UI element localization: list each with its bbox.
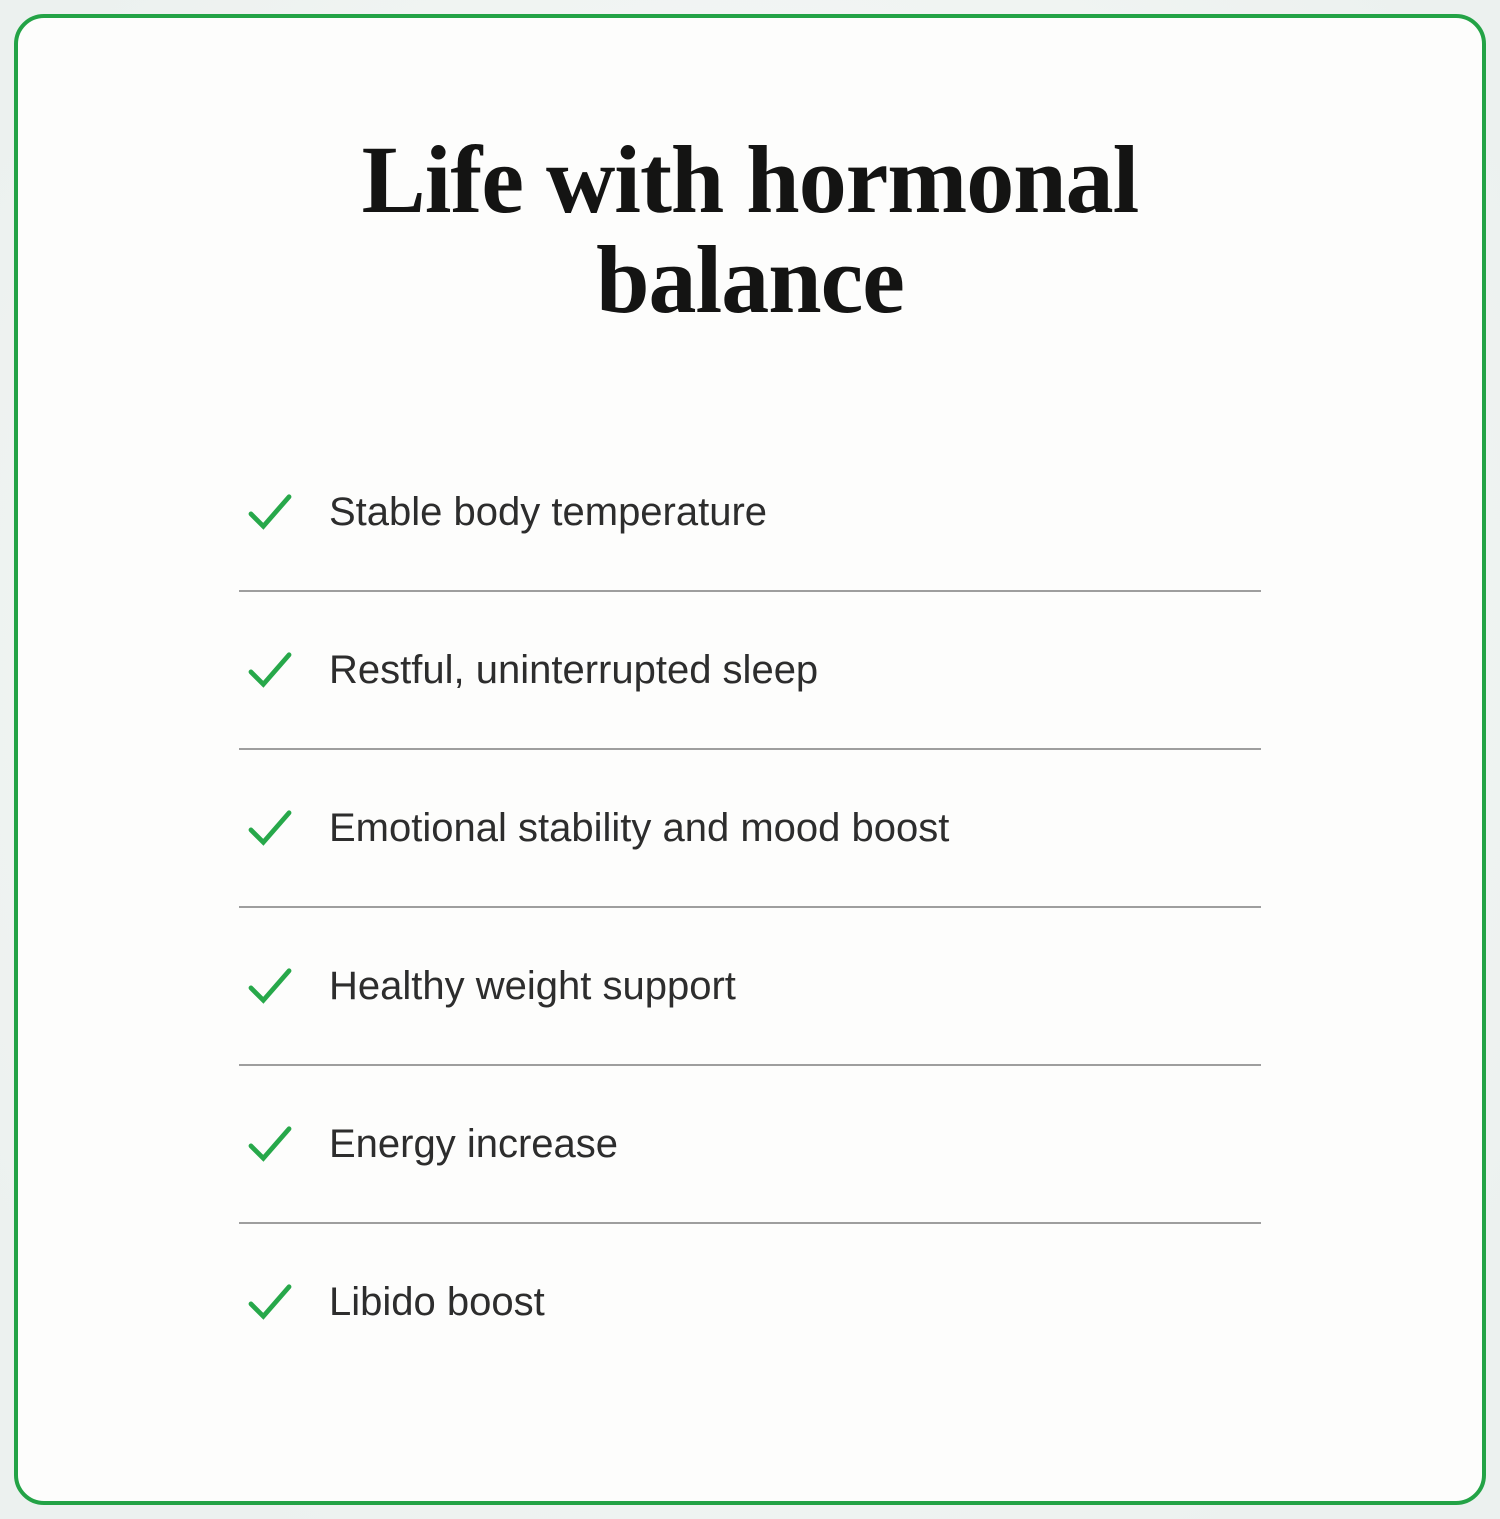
checkmark-icon bbox=[247, 650, 293, 690]
list-item bbox=[239, 750, 1261, 908]
list-item bbox=[239, 908, 1261, 1066]
benefit-label: Emotional stability and mood boost bbox=[329, 805, 950, 850]
benefit-label: Restful, uninterrupted sleep bbox=[329, 647, 819, 692]
checkmark-icon bbox=[247, 808, 293, 848]
checkmark-icon bbox=[247, 492, 293, 532]
benefit-list bbox=[18, 434, 1482, 1380]
checkmark-icon bbox=[247, 966, 293, 1006]
benefit-label: Stable body temperature bbox=[329, 489, 768, 534]
benefit-label: Libido boost bbox=[329, 1279, 545, 1324]
checkmark-icon bbox=[247, 1282, 293, 1322]
checkmark-icon bbox=[247, 1124, 293, 1164]
list-item bbox=[239, 1224, 1261, 1380]
list-item bbox=[239, 592, 1261, 750]
list-item bbox=[239, 1066, 1261, 1224]
page-title: Life with hormonal balance bbox=[361, 126, 1139, 333]
benefit-label: Healthy weight support bbox=[329, 963, 736, 1008]
list-item bbox=[239, 434, 1261, 592]
benefits-card bbox=[14, 14, 1486, 1505]
benefit-label: Energy increase bbox=[329, 1121, 619, 1166]
